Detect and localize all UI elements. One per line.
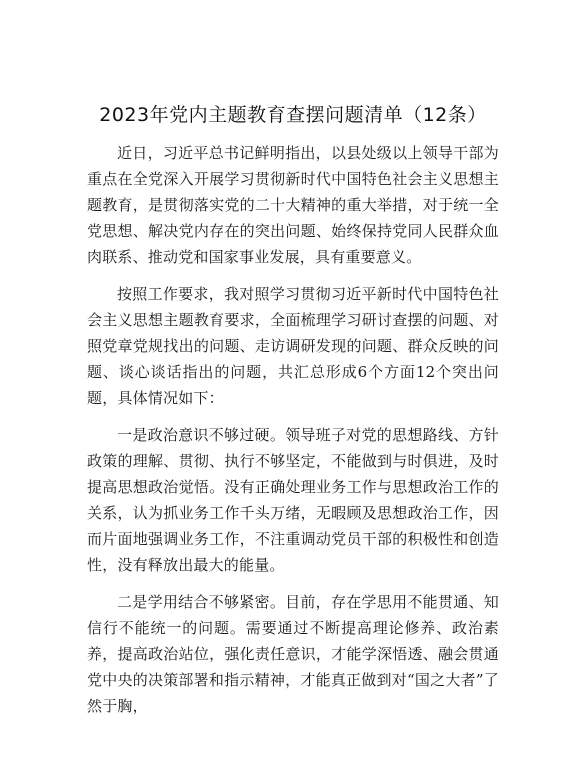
- document-title: 2023年党内主题教育查摆问题清单（12条）: [99, 104, 487, 126]
- document-body: [87, 140, 499, 730]
- paragraph-overview: 按照工作要求，我对照学习贯彻习近平新时代中国特色社会主义思想主题教育要求，全面梳理学习研讨查摆的问题、对照党章党规找出的问题、走访调研发现的问题、群众反映的问题、谈心谈话指出的问题，共汇总形成6个方面12个突出问题，具体情况如下：: [87, 285, 499, 407]
- paragraph-issue-1: 一是政治意识不够过硬。领导班子对党的思想路线、方针政策的理解、贯彻、执行不够坚定，不能做到与时俱进，及时提高思想政治觉悟。没有正确处理业务工作与思想政治工作的关系，认为抓业务工作千头万绪，无暇顾及思想政治工作，因而片面地强调业务工作，不注重调动党员干部的积极性和创造性，没有释放出最大的能量。: [87, 426, 499, 574]
- paragraph-intro: 近日，习近平总书记鲜明指出，以县处级以上领导干部为重点在全党深入开展学习贯彻新时代中国特色社会主义思想主题教育，是贯彻落实党的二十大精神的重大举措，对于统一全党思想、解决党内存在的突出问题、始终保持党同人民群众血肉联系、推动党和国家事业发展，具有重要意义。: [87, 144, 499, 266]
- paragraph-issue-2: 二是学用结合不够紧密。目前，存在学思用不能贯通、知信行不能统一的问题。需要通过不断提高理论修养、政治素养，提高政治站位，强化责任意识，才能学深悟透、融会贯通党中央的决策部署和指示精神，才能真正做到对“国之大者”了然于胸，: [87, 593, 499, 715]
